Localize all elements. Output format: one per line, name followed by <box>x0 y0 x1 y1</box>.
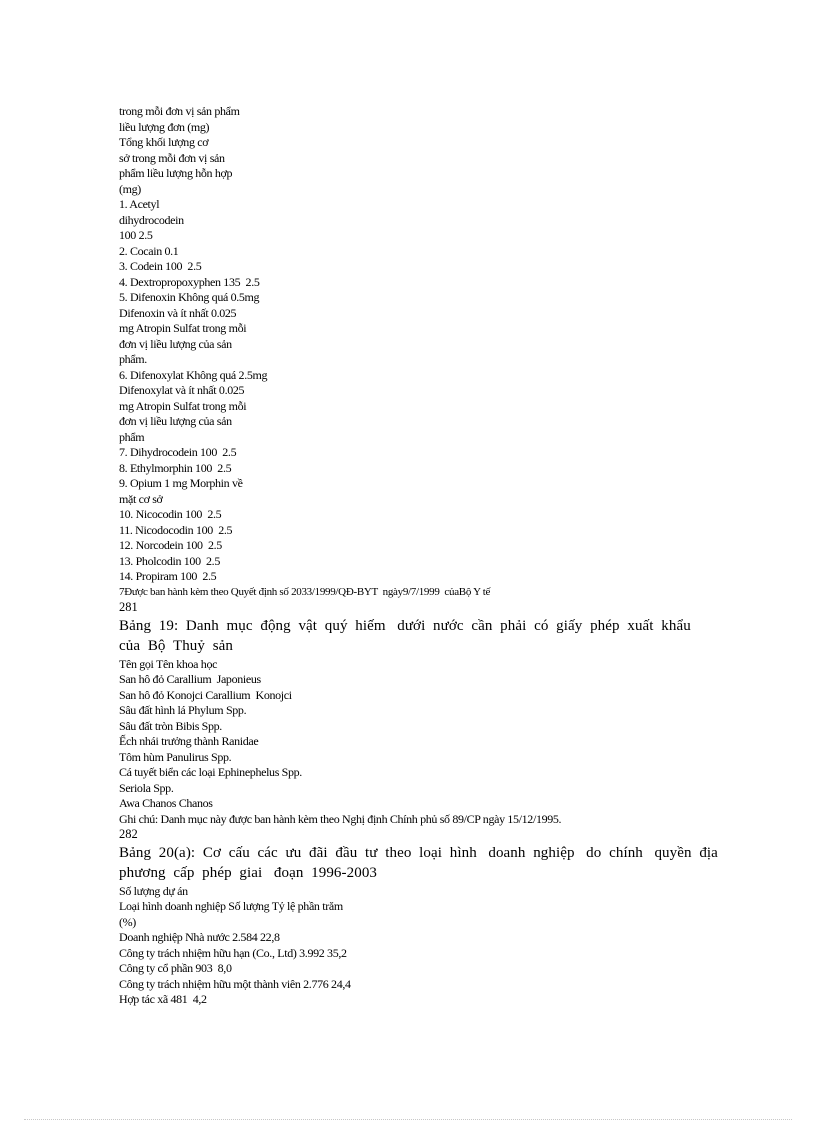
text-line: mặt cơ sở <box>119 491 163 506</box>
text-line: 5. Difenoxin Không quá 0.5mg <box>119 290 260 304</box>
text-line: 6. Difenoxylat Không quá 2.5mg <box>119 367 268 382</box>
text-line: 7. Dihydrocodein 100 2.5 <box>119 445 237 459</box>
text-line: 100 2.5 <box>119 228 153 242</box>
text-line: đơn vị liều lượng của sản <box>119 414 232 428</box>
text-line: Ếch nhái trưởng thành Ranidae <box>119 734 259 748</box>
heading-line: của Bộ Thuỷ sản <box>119 638 234 654</box>
text-line: 11. Nicodocodin 100 2.5 <box>119 522 233 537</box>
text-line: 2. Cocain 0.1 <box>119 243 179 258</box>
text-line: 9. Opium 1 mg Morphin về <box>119 476 243 490</box>
text-line: (mg) <box>119 181 141 196</box>
text-line: Sâu đất tròn Bibis Spp. <box>119 718 222 733</box>
text-line: trong mỗi đơn vị sản phẩm <box>119 104 240 118</box>
text-line: đơn vị liều lượng của sản <box>119 336 232 351</box>
page-number: 281 <box>119 600 138 614</box>
block-enterprise-table <box>119 884 719 1008</box>
text-line: 12. Norcodein 100 2.5 <box>119 538 222 552</box>
heading-line: phương cấp phép giai đoạn 1996-2003 <box>119 865 378 881</box>
text-line: Difenoxin và ít nhất 0.025 <box>119 305 237 320</box>
text-line: Awa Chanos Chanos <box>119 796 213 810</box>
text-line: phẩm liều lượng hỗn hợp <box>119 166 233 180</box>
text-line: Hợp tác xã 481 4,2 <box>119 992 207 1006</box>
text-line: 4. Dextropropoxyphen 135 2.5 <box>119 274 260 289</box>
text-line: 8. Ethylmorphin 100 2.5 <box>119 460 232 475</box>
block-rare-species-table <box>119 657 719 812</box>
text-line: Difenoxylat và ít nhất 0.025 <box>119 383 245 397</box>
text-line: Tổng khối lượng cơ <box>119 135 209 149</box>
page-number: 282 <box>119 827 138 841</box>
page-bottom-divider <box>24 1119 792 1120</box>
text-line: sở trong mỗi đơn vị sản <box>119 150 225 165</box>
text-line: 14. Propiram 100 2.5 <box>119 569 217 583</box>
text-line: Tên gọi Tên khoa học <box>119 656 218 671</box>
text-line: Cá tuyết biển các loại Ephinephelus Spp. <box>119 765 302 779</box>
document-page <box>119 104 719 1008</box>
text-line: phẩm <box>119 429 145 444</box>
text-line: mg Atropin Sulfat trong mỗi <box>119 398 247 413</box>
text-line: Công ty cổ phần 903 8,0 <box>119 961 232 975</box>
text-line: Công ty trách nhiệm hữu một thành viên 2.776 24,4 <box>119 976 351 991</box>
text-line: 1. Acetyl <box>119 197 160 211</box>
table-20a-heading <box>119 844 719 884</box>
text-line: Sâu đất hình lá Phylum Spp. <box>119 703 247 717</box>
note: Ghi chú: Danh mục này được ban hành kèm theo Nghị định Chính phủ số 89/CP ngày 15/12/1995. <box>119 811 562 826</box>
text-line: liều lượng đơn (mg) <box>119 119 210 134</box>
text-line: Doanh nghiệp Nhà nước 2.584 22,8 <box>119 930 280 944</box>
heading-line: Bảng 20(a): Cơ cấu các ưu đãi đầu tư theo loại hình doanh nghiệp do chính quyền địa <box>119 844 718 861</box>
text-line: San hô đỏ Carallium Japonieus <box>119 672 261 686</box>
text-line: Tôm hùm Panulirus Spp. <box>119 749 232 764</box>
text-line: mg Atropin Sulfat trong mỗi <box>119 321 247 335</box>
table-19-heading <box>119 617 719 657</box>
text-line: (%) <box>119 914 136 929</box>
text-line: Công ty trách nhiệm hữu hạn (Co., Ltd) 3.992 35,2 <box>119 945 347 960</box>
text-line: phẩm. <box>119 352 147 366</box>
text-line: 13. Pholcodin 100 2.5 <box>119 553 220 568</box>
text-line: San hô đỏ Konojci Carallium Konojci <box>119 687 292 702</box>
text-line: Seriola Spp. <box>119 780 174 795</box>
text-line: dihydrocodein <box>119 212 184 227</box>
text-line: 3. Codein 100 2.5 <box>119 259 202 273</box>
text-line: Loại hình doanh nghiệp Số lượng Tỷ lệ phần trăm <box>119 899 343 913</box>
footnote: 7Được ban hành kèm theo Quyết định số 2033/1999/QĐ-BYT ngày9/7/1999 củaBộ Y tế <box>119 585 491 598</box>
text-line: 10. Nicocodin 100 2.5 <box>119 507 222 521</box>
heading-line: Bảng 19: Danh mục động vật quý hiếm dưới nước cần phải có giấy phép xuất khẩu <box>119 617 691 634</box>
block-narcotic-table <box>119 104 719 585</box>
text-line: Số lượng dự án <box>119 883 188 898</box>
